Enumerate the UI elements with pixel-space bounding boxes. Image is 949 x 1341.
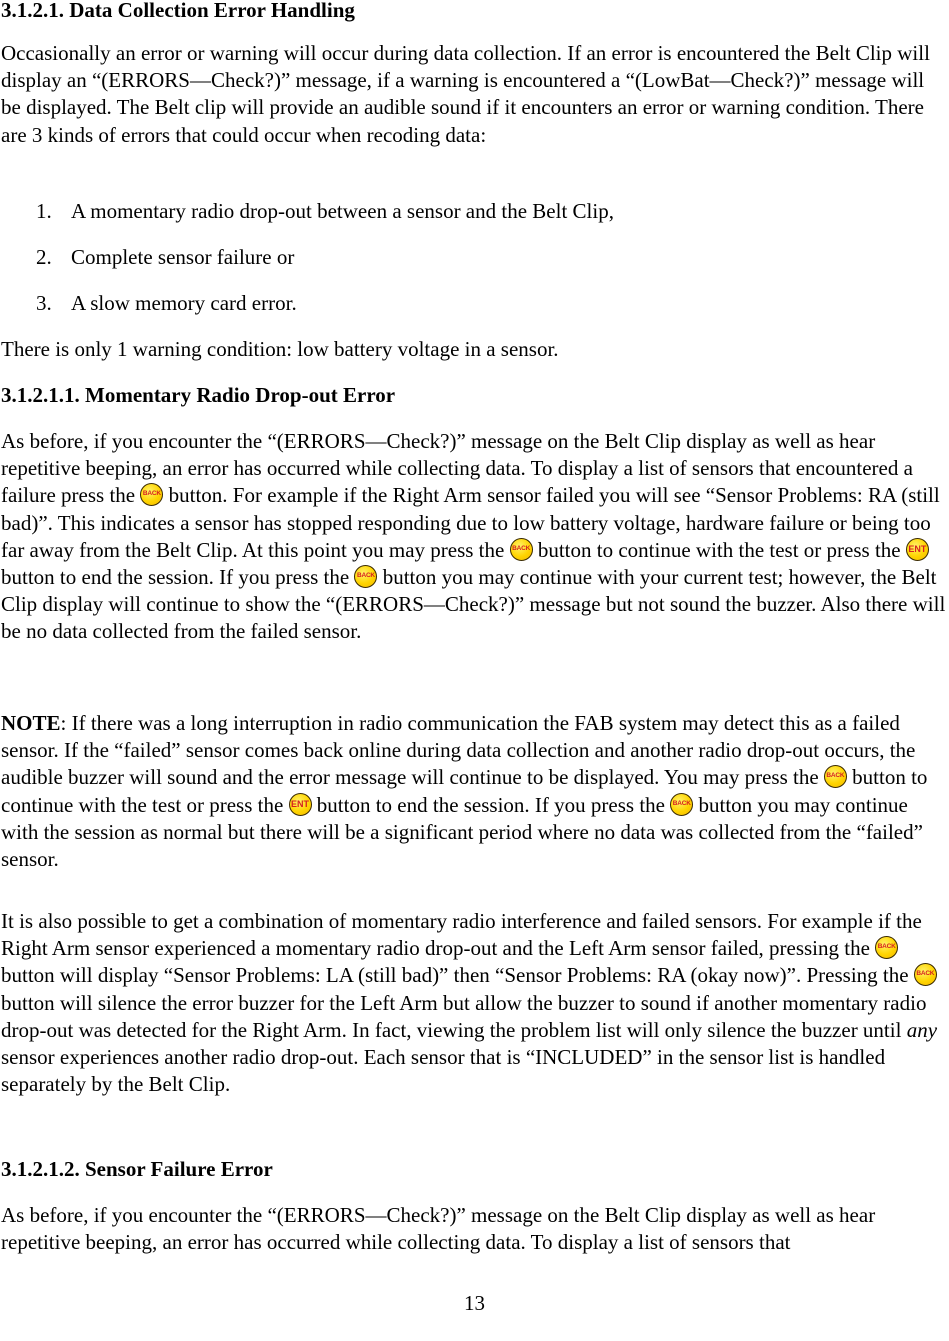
text-run: button. For example if the Right Arm sensor failed you will see “Sensor Problems: RA (still bad)”. This indicates a sensor has stopped responding due to low battery voltage, hardware failure or being too far away from the Belt Clip. At this point you may press the [1,483,940,562]
intro-paragraph: Occasionally an error or warning will occur during data collection. If an error is encountered the Belt Clip will display an “(ERRORS—Check?)” message, if a warning is encountered a “(LowBat—Check?)” message will be displayed. The Belt clip will provide an audible sound if it encounters an error or warning condition. There are 3 kinds of errors that could occur when recoding data: [1,41,930,147]
text-run: : If there was a long interruption in radio communication the FAB system may detect this as a failed sensor. If the “failed” sensor comes back online during data collection and another radio drop-out occurs, the audible buzzer will sound and the error message will continue to be displayed. You may press the [1,711,916,790]
back-button-icon: BACK [510,538,533,561]
subsection-heading-sensor-failure: 3.1.2.1.2. Sensor Failure Error [1,1157,273,1181]
list-text: A slow memory card error. [71,291,297,315]
combination-paragraph [1,908,949,1098]
ent-button-icon: ENT [289,793,312,816]
text-run: button will silence the error buzzer for the Left Arm but allow the buzzer to sound if another momentary radio drop-out was detected for the Right Arm. In fact, viewing the problem list will only silence the buzzer until [1,990,927,1042]
sensor-failure-paragraph: As before, if you encounter the “(ERRORS—Check?)” message on the Belt Clip display as well as hear repetitive beeping, an error has occurred while collecting data. To display a list of sensors that [1,1203,876,1255]
text-run: It is also possible to get a combination of momentary radio interference and failed sensors. For example if the Right Arm sensor experienced a momentary radio drop-out and the Left Arm sensor failed, pressing the [1,909,922,961]
page-number: 13 [464,1291,485,1315]
text-run: button to end the session. If you press the [1,565,355,590]
section-heading: 3.1.2.1. Data Collection Error Handling [1,0,355,22]
radio-dropout-paragraph [1,428,949,646]
list-item [36,198,614,225]
text-run: button you may continue with the session as normal but there will be a significant period where no data was collected from the “failed” sensor. [1,792,923,872]
text-run: button will display “Sensor Problems: LA (still bad)” then “Sensor Problems: RA (okay now)”. Pressing the [1,963,914,988]
text-run: button to continue with the test or press the [1,765,928,817]
list-number: 2. [36,245,52,269]
subsection-heading-radio-dropout: 3.1.2.1.1. Momentary Radio Drop-out Error [1,383,396,407]
list-text: Complete sensor failure or [71,245,295,269]
text-run: button to end the session. If you press the [311,792,671,817]
back-button-icon: BACK [354,565,377,588]
warning-note: There is only 1 warning condition: low battery voltage in a sensor. [1,337,559,361]
list-text: A momentary radio drop-out between a sensor and the Belt Clip, [71,199,614,223]
back-button-icon: BACK [140,483,163,506]
text-run: sensor experiences another radio drop-out. Each sensor that is “INCLUDED” in the sensor list is handled separately by the Belt Clip. [1,1045,886,1097]
list-item [36,290,297,317]
text-run: As before, if you encounter the “(ERRORS—Check?)” message on the Belt Clip display as well as hear repetitive beeping, an error has occurred while collecting data. To display a list of sensors that encountered a failure press the [1,429,913,508]
ent-button-icon: ENT [906,538,929,561]
back-button-icon: BACK [824,765,847,788]
note-paragraph [1,710,949,873]
list-number: 1. [36,199,52,223]
list-item [36,244,294,271]
text-run: button to continue with the test or press the [532,537,906,562]
back-button-icon: BACK [670,793,693,816]
text-run: button you may continue with your current test; however, the Belt Clip display will continue to show the “(ERRORS—Check?)” message but not sound the buzzer. Also there will be no data collected from the failed sensor. [1,565,946,644]
back-button-icon: BACK [875,936,898,959]
back-button-icon: BACK [914,963,937,986]
list-number: 3. [36,291,52,315]
note-label: NOTE [1,711,61,735]
emphasis-any: any [906,1017,938,1042]
